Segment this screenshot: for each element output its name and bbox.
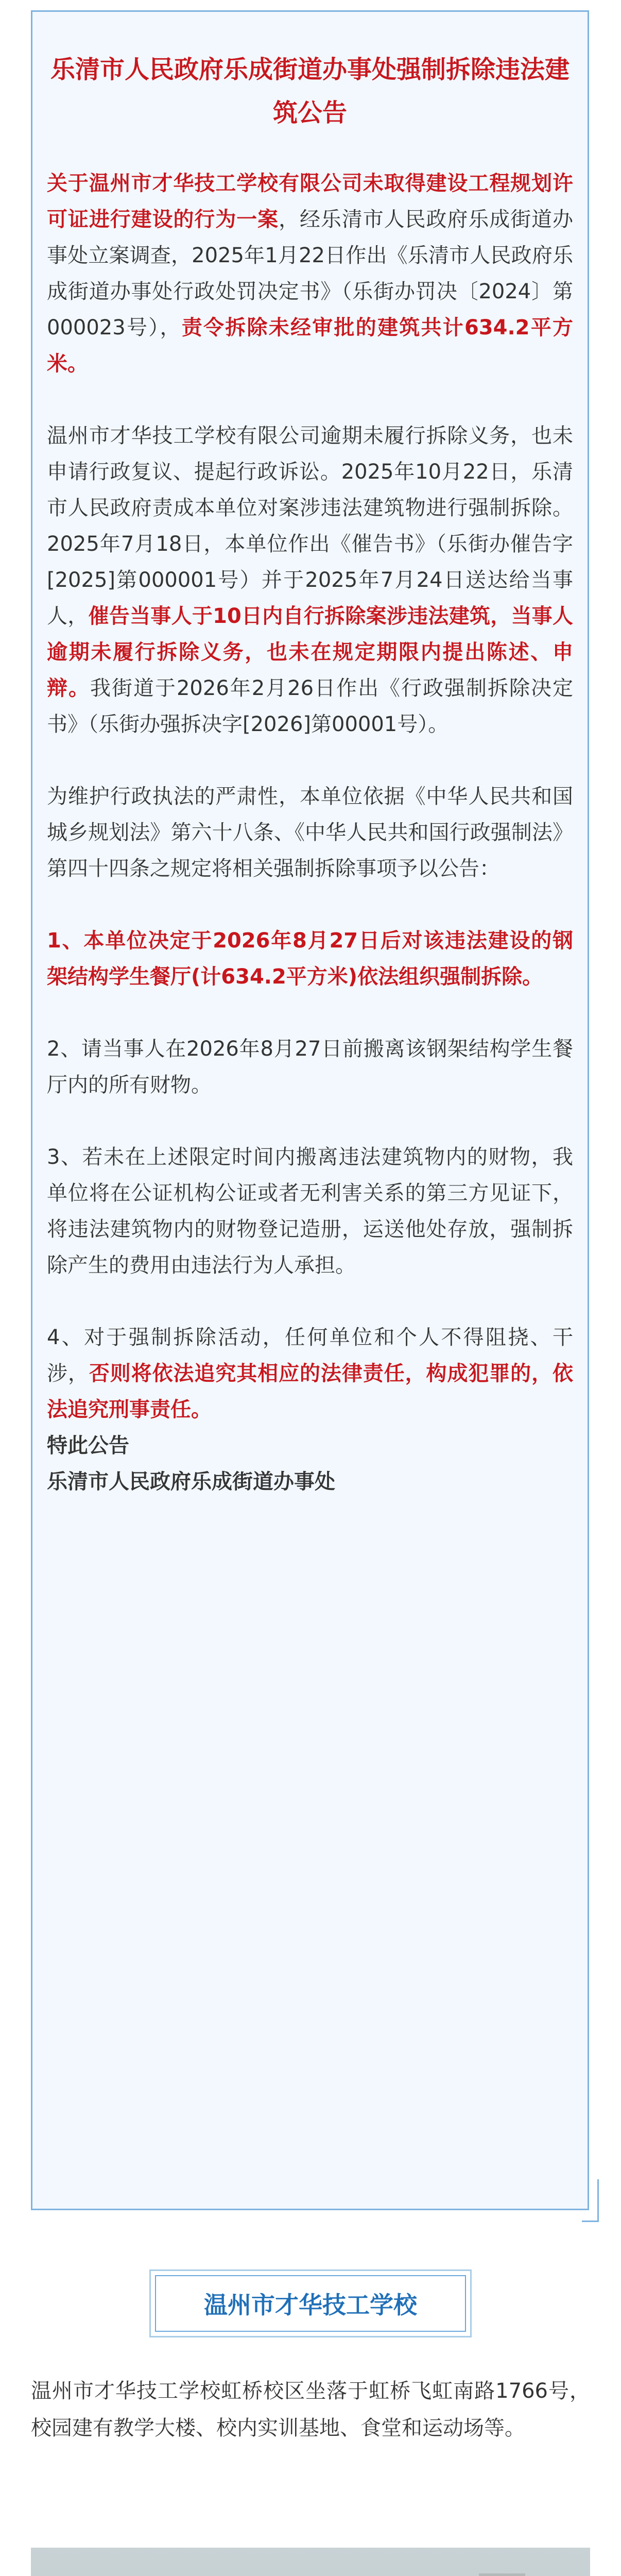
notice-closing: 特此公告 xyxy=(47,1434,129,1458)
legal-liability-highlight: 否则将依法追究其相应的法律责任，构成犯罪的，依法追究刑事责任。 xyxy=(47,1362,574,1421)
overdue-text: 温州市才华技工学校有限公司逾期未履行拆除义务，也未申请行政复议、提起行政诉讼。2025年10月22日，乐清市人民政府责成本单位对案涉违法建筑物进行强制拆除。2025年7月18日，本单位作出《催告书》（乐街办催告字[2025]第000001号）并于2025年7月24日送达给当事人， xyxy=(47,424,573,628)
notice-panel xyxy=(31,10,589,2210)
notice-paragraph-3: 为维护行政执法的严肃性，本单位依据《中华人民共和国城乡规划法》第六十八条、《中华人民共和国行政强制法》第四十四条之规定将相关强制拆除事项予以公告： xyxy=(47,785,573,880)
notice-item-4 xyxy=(47,1319,573,1428)
campus-aerial-photo xyxy=(31,2548,590,2576)
case-summary-highlight: 关于温州市才华技工学校有限公司未取得建设工程规划许可证进行建设的行为一案 xyxy=(47,172,573,231)
school-intro: 温州市才华技工学校虹桥校区坐落于虹桥飞虹南路1766号，校园建有教学大楼、校内实训基地、食堂和运动场等。 xyxy=(31,2379,590,2440)
frame-corner-decoration xyxy=(582,2179,599,2222)
reminder-highlight: 催告当事人于10日内自行拆除案涉违法建筑，当事人逾期未履行拆除义务，也未在规定期限内提出陈述、申辩。 xyxy=(47,604,573,700)
notice-issuer: 乐清市人民政府乐成街道办事处 xyxy=(47,1470,335,1494)
demolition-order-highlight: 责令拆除未经审批的建筑共计634.2平方米。 xyxy=(47,316,573,376)
notice-item-1: 1、本单位决定于2026年8月27日后对该违法建设的钢架结构学生餐厅(计634.2平方米)依法组织强制拆除。 xyxy=(47,929,573,989)
notice-item-2: 2、请当事人在2026年8月27日前搬离该钢架结构学生餐厅内的所有财物。 xyxy=(47,1037,573,1097)
school-section-header xyxy=(149,2269,472,2337)
school-name-label: 温州市才华技工学校 xyxy=(155,2275,466,2332)
notice-title: 乐清市人民政府乐成街道办事处强制拆除违法建筑公告 xyxy=(50,55,570,127)
notice-item-3: 3、若未在上述限定时间内搬离违法建筑物内的财物，我单位将在公证机构公证或者无利害关系的第三方见证下，将违法建筑物内的财物登记造册，运送他处存放，强制拆除产生的费用由违法行为人承担。 xyxy=(47,1145,573,1277)
decision-text: 我街道于2026年2月26日作出《行政强制拆除决定书》（乐街办强拆决字[2026]第00001号）。 xyxy=(47,676,574,736)
notice-paragraph-2 xyxy=(47,418,573,742)
notice-paragraph-1 xyxy=(47,165,573,382)
case-summary-text: ，经乐清市人民政府乐成街道办事处立案调查，2025年1月22日作出《乐清市人民政府乐成街道办事处行政处罚决定书》（乐街办罚决〔2024〕第000023号）， xyxy=(47,208,574,340)
no-obstruction-text: 4、对于强制拆除活动，任何单位和个人不得阻挠、干涉， xyxy=(47,1326,573,1385)
